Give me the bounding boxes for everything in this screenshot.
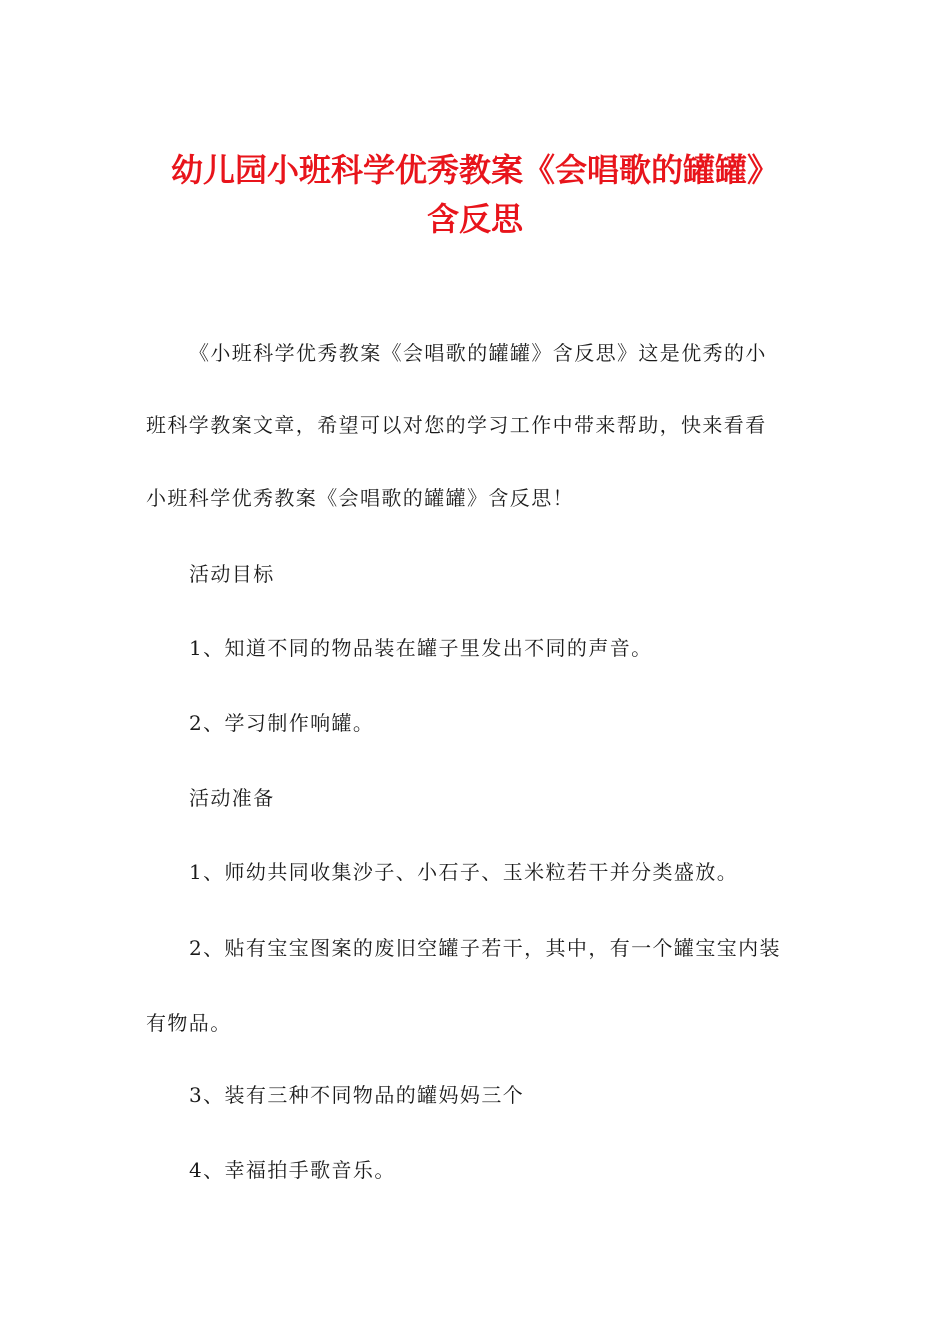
section-heading-preparation: 活动准备 <box>189 786 275 810</box>
intro-line-2: 班科学教案文章，希望可以对您的学习工作中带来帮助，快来看看 <box>146 413 767 437</box>
preparation-item-2-continued: 有物品。 <box>146 1011 232 1035</box>
intro-line-3: 小班科学优秀教案《会唱歌的罐罐》含反思！ <box>146 486 574 510</box>
preparation-item-4: 4、幸福拍手歌音乐。 <box>189 1158 396 1182</box>
section-heading-goals: 活动目标 <box>189 562 275 586</box>
goal-item-2: 2、学习制作响罐。 <box>189 711 375 735</box>
preparation-item-1: 1、师幼共同收集沙子、小石子、玉米粒若干并分类盛放。 <box>189 860 739 884</box>
goal-item-1: 1、知道不同的物品装在罐子里发出不同的声音。 <box>189 636 653 660</box>
document-title-line-2: 含反思 <box>426 200 523 238</box>
intro-line-1: 《小班科学优秀教案《会唱歌的罐罐》含反思》这是优秀的小 <box>189 341 767 365</box>
preparation-item-3: 3、装有三种不同物品的罐妈妈三个 <box>189 1083 525 1107</box>
preparation-item-2: 2、贴有宝宝图案的废旧空罐子若干，其中，有一个罐宝宝内装 <box>189 936 781 960</box>
document-title-line-1: 幼儿园小班科学优秀教案《会唱歌的罐罐》 <box>170 151 779 189</box>
